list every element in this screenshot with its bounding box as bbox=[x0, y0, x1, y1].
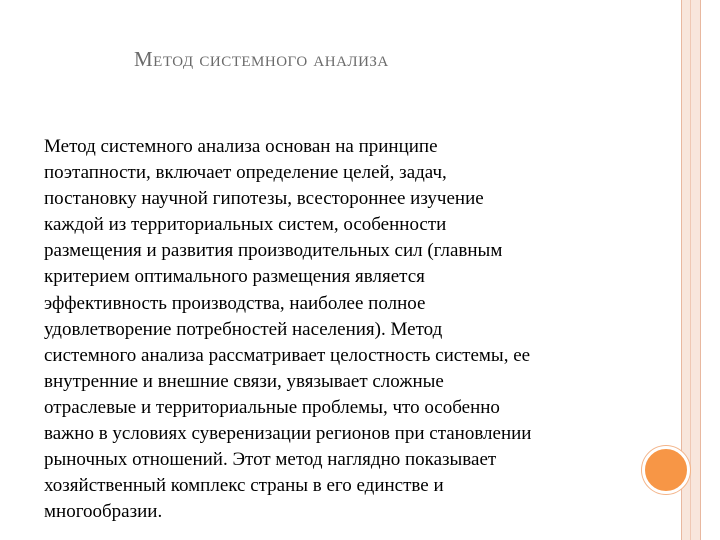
paragraph-line: постановку научной гипотезы, всестороннее изучение bbox=[44, 188, 484, 210]
paragraph-line: поэтапности, включает определение целей, задач, bbox=[44, 162, 447, 184]
side-bar-line bbox=[690, 0, 691, 540]
slide-title-text: Метод системного анализа bbox=[134, 47, 389, 71]
paragraph-line: рыночных отношений. Этот метод наглядно показывает bbox=[44, 449, 497, 471]
paragraph-line: системного анализа рассматривает целостность системы, ее bbox=[44, 344, 531, 366]
paragraph-line: хозяйственный комплекс страны в его единстве и bbox=[44, 475, 444, 497]
paragraph-line: каждой из территориальных систем, особенности bbox=[44, 214, 447, 236]
paragraph-line: отраслевые и территориальные проблемы, что особенно bbox=[44, 396, 500, 418]
paragraph-line: внутренние и внешние связи, увязывает сложные bbox=[44, 370, 444, 392]
decorative-orange-circle bbox=[642, 446, 690, 494]
paragraph-line: Метод системного анализа основан на принципе bbox=[44, 136, 438, 157]
paragraph-line: эффективность производства, наиболее полное bbox=[44, 292, 426, 314]
paragraph-line: многообразии. bbox=[44, 501, 163, 523]
slide-body-paragraph bbox=[44, 134, 619, 525]
paragraph-line: размещения и развития производительных сил (главным bbox=[44, 240, 503, 262]
slide-title bbox=[134, 42, 634, 76]
paragraph-line: важно в условиях суверенизации регионов при становлении bbox=[44, 423, 532, 445]
paragraph-line: удовлетворение потребностей населения). Метод bbox=[44, 318, 443, 340]
paragraph-line: критерием оптимального размещения является bbox=[44, 266, 425, 288]
